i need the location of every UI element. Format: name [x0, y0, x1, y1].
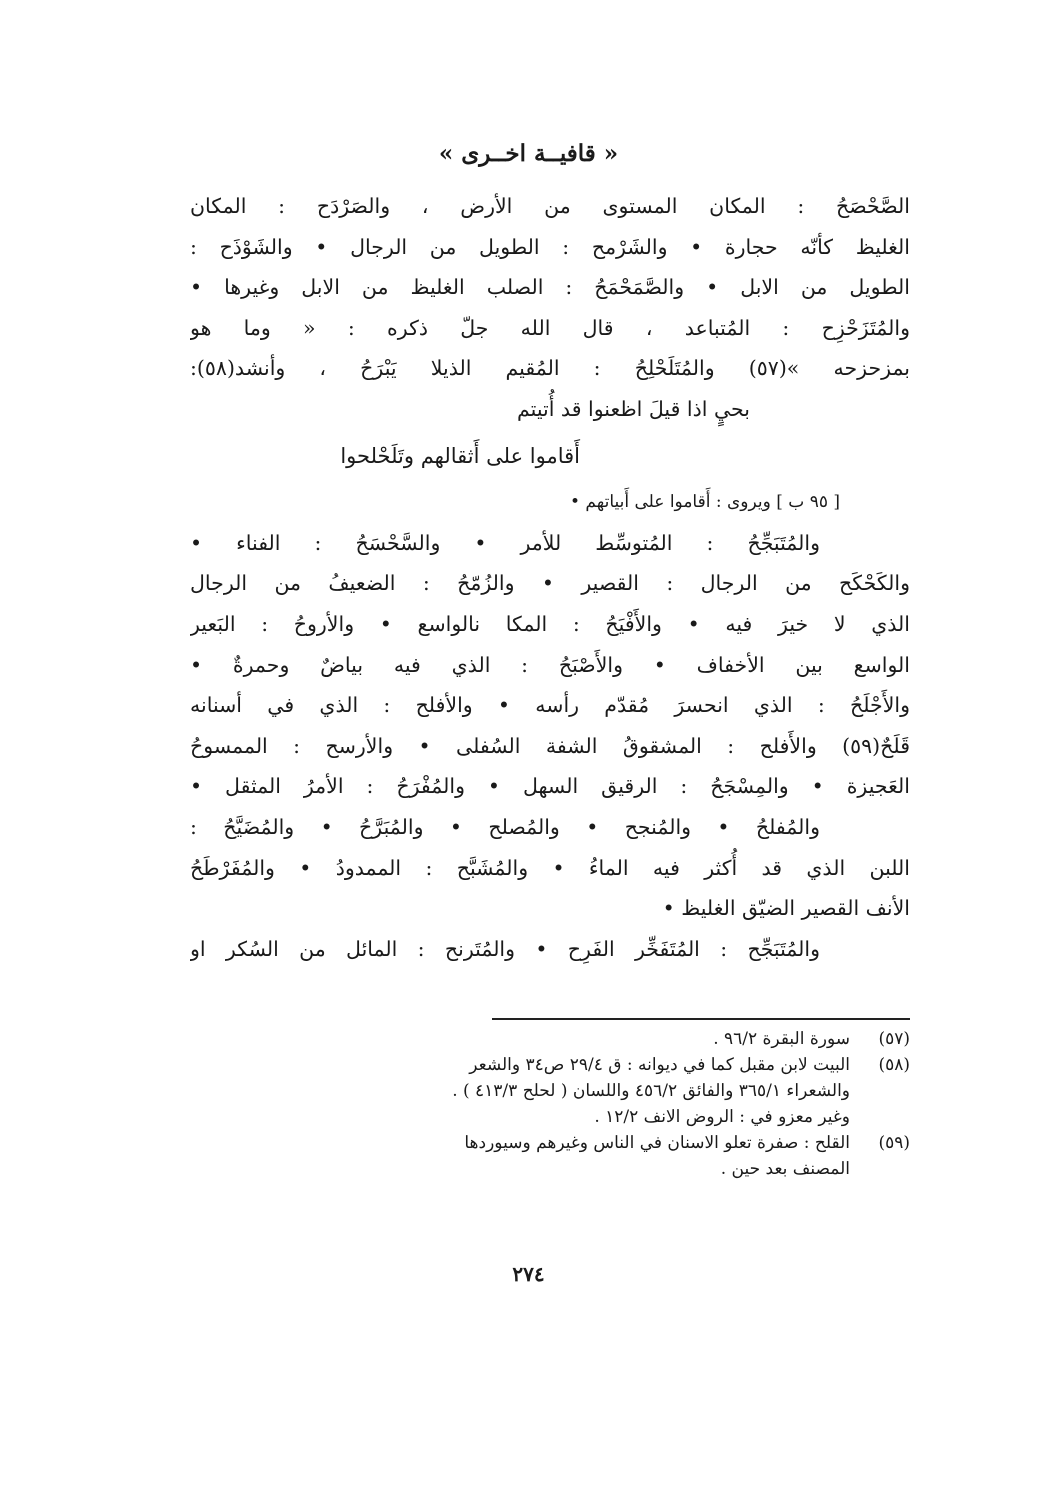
text-line: اللبن الذي قد أُكثر فيه الماءُ • والمُشَبَّح : الممدودُ • والمُفَرْطَحُ — [190, 855, 910, 880]
text-line: الغليظ كأنّه حجارة • والشَرْمح : الطويل من الرجال • والشَوْذَح : — [190, 234, 910, 259]
text-line: الذي لا خيرَ فيه • والأَفْيَحُ : المكا نالواسع • والأروحُ : البَعير — [190, 611, 910, 636]
text-line: الصَّحْصَحُ : المكان المستوى من الأرض ، والصَرْدَح : المكان — [190, 194, 910, 218]
footnote-text: والشعراء ٣٦٥/١ والفائق ٤٥٦/٢ واللسان ( لحلح ٤١٣/٣ ) . — [452, 1081, 850, 1101]
footnote-number: (٥٨) — [878, 1055, 910, 1075]
text-line: والمُفلحُ • والمُنجح • والمُصلح • والمُبَرَّحُ • والمُضَيَّحُ : — [190, 814, 820, 839]
footnote-text: سورة البقرة ٩٦/٢ . — [713, 1029, 850, 1049]
footnote-text: البيت لابن مقبل كما في ديوانه : ق ٢٩/٤ ص٣٤ والشعر — [469, 1055, 850, 1075]
footnote-text: المصنف بعد حين . — [720, 1159, 850, 1179]
text-line: والمُتَبَجِّحُ : المُتوسِّط للأمر • والسَّحْسَحُ : الفناء • — [190, 530, 820, 555]
text-line: الأنف القصير الضيّق الغليظ • — [662, 896, 910, 921]
text-line: الطويل من الابل • والصَّمَحْمَحُ : الصلب الغليظ من الابل وغيرها • — [190, 275, 910, 300]
footnote — [190, 1130, 910, 1182]
footnote — [190, 1026, 910, 1052]
footnote-text: وغير معزو في : الروض الانف ١٢/٢ . — [594, 1107, 850, 1127]
footnote-divider — [492, 1018, 910, 1020]
text-line: العَجيزة • والمِسْجَحُ : الرقيق السهل • والمُفْرَحُ : الأمرُ المثقل • — [190, 774, 910, 799]
variant-note: [ ٩٥ ب ] ويروى : أَقاموا على أَبياتهم • — [570, 492, 840, 513]
text-line: والكَحْكَح من الرجال : القصير • والزُمّحُ : الضعيفُ من الرجال — [190, 571, 910, 596]
page-heading: « قافيــة اخــرى » — [438, 140, 619, 167]
text-line: الواسع بين الأخفاف • والأَصْبَحُ : الذي فيه بياضٌ وحمرةٌ • — [190, 652, 910, 677]
verse-first-hemistich: بحيٍ اذا قيلَ اظعنوا قد أُتيتم — [517, 396, 750, 421]
text-line: والأَجْلَحُ : الذي انحسرَ مُقدّم رأسه • والأفلح : الذي في أسنانه — [190, 693, 910, 718]
text-line: قَلَحٌ(٥٩) والأَفلح : المشقوقُ الشفة السُفلى • والأرسح : الممسوحُ — [190, 733, 910, 758]
text-line: والمُتَبَجِّح : المُتَفَخِّر الفَرِح • والمُتَرنح : المائل من السُكر او — [190, 936, 820, 961]
footnote-text: القلح : صفرة تعلو الاسنان في الناس وغيرهم وسيوردها — [464, 1133, 850, 1153]
footnote-number: (٥٩) — [878, 1133, 910, 1153]
page-number: ٢٧٤ — [512, 1262, 545, 1286]
footnotes — [190, 1026, 910, 1182]
text-line: والمُتَزَحْزِح : المُتباعد ، قال الله جلّ ذكره : « وما هو — [190, 315, 910, 340]
footnote — [190, 1052, 910, 1130]
verse-second-hemistich: أَقاموا على أَثقالهم وتَلَحْلحوا — [340, 443, 580, 468]
footnote-number: (٥٧) — [878, 1029, 910, 1049]
main-text — [190, 186, 910, 969]
text-line: بمزحزحه »(٥٧) والمُتَلَحْلِحُ : المُقيم الذيلا يَبْرَحُ ، وأنشد(٥٨): — [190, 356, 910, 381]
